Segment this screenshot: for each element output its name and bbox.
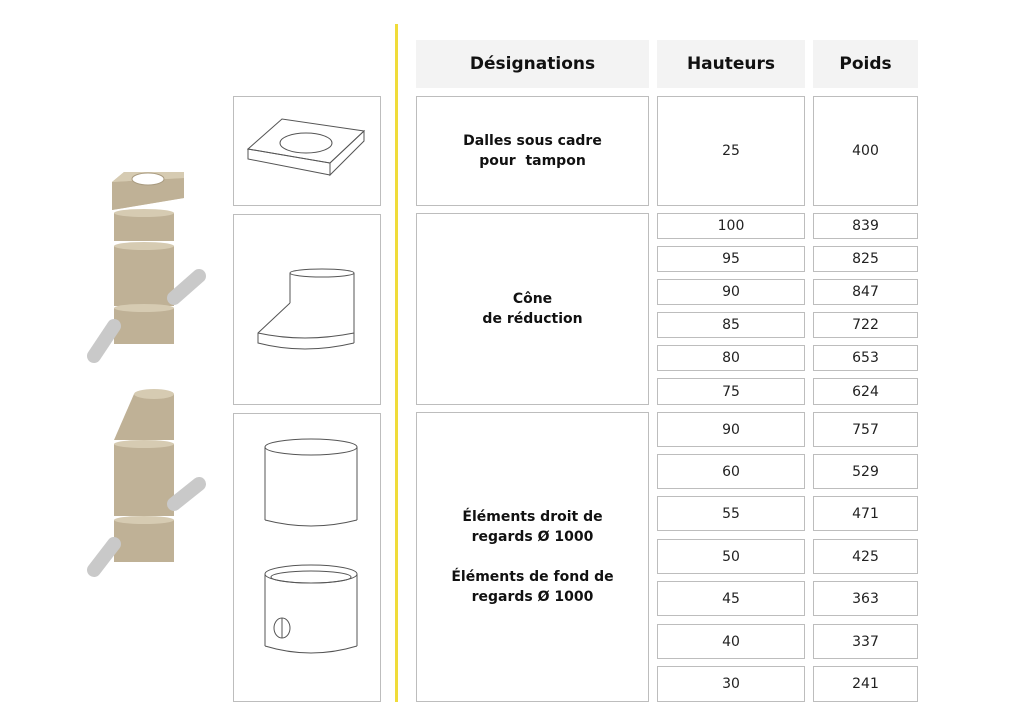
poids-cell: 363: [813, 581, 918, 616]
poids-cell: 624: [813, 378, 918, 405]
designation-line: regards Ø 1000: [471, 529, 594, 545]
hauteur-cell: 100: [657, 213, 805, 239]
hauteur-cell: 90: [657, 279, 805, 305]
hauteur-cell: 55: [657, 496, 805, 531]
hauteur-cell: 95: [657, 246, 805, 272]
designation-line: Éléments de fond de: [451, 569, 614, 585]
slab-frame-drawing: [234, 97, 380, 205]
reduction-cone-drawing-box: [233, 214, 381, 405]
designation-line: Dalles sous cadre: [463, 133, 602, 149]
ring-elements-drawing-box: [233, 413, 381, 702]
poids-cell: 337: [813, 624, 918, 659]
header-poids: Poids: [813, 40, 918, 88]
manhole-assembly-illustration-bottom: [84, 384, 214, 584]
hauteur-cell: 30: [657, 666, 805, 702]
poids-cell: 839: [813, 213, 918, 239]
hauteur-cell: 75: [657, 378, 805, 405]
hauteur-cell: 40: [657, 624, 805, 659]
poids-cell: 425: [813, 539, 918, 574]
poids-cell: 757: [813, 412, 918, 447]
poids-cell: 471: [813, 496, 918, 531]
hauteur-cell: 60: [657, 454, 805, 489]
hauteur-cell: 50: [657, 539, 805, 574]
designation-line: regards Ø 1000: [471, 589, 594, 605]
designation-line: Cône: [512, 291, 553, 307]
designation-line: pour tampon: [479, 153, 586, 169]
designation-spacer: [451, 547, 613, 567]
poids-cell: 722: [813, 312, 918, 338]
hauteur-cell: 80: [657, 345, 805, 371]
manhole-assembly-illustration-top: [84, 168, 214, 373]
poids-cell: 529: [813, 454, 918, 489]
poids-cell: 653: [813, 345, 918, 371]
hauteur-cell: 25: [657, 96, 805, 206]
designation-cell-elements: [416, 412, 649, 702]
hauteur-cell: 85: [657, 312, 805, 338]
designation-cell-cone: [416, 213, 649, 405]
header-hauteurs: Hauteurs: [657, 40, 805, 88]
ring-elements-drawing: [234, 414, 380, 701]
hauteur-cell: 90: [657, 412, 805, 447]
poids-cell: 847: [813, 279, 918, 305]
designation-line: de réduction: [482, 311, 583, 327]
hauteur-cell: 45: [657, 581, 805, 616]
designation-cell-dalles: [416, 96, 649, 206]
poids-cell: 825: [813, 246, 918, 272]
slab-frame-drawing-box: [233, 96, 381, 206]
header-designations: Désignations: [416, 40, 649, 88]
poids-cell: 400: [813, 96, 918, 206]
designation-line: Éléments droit de: [462, 509, 603, 525]
poids-cell: 241: [813, 666, 918, 702]
reduction-cone-drawing: [234, 215, 380, 404]
accent-divider-line: [395, 24, 398, 702]
